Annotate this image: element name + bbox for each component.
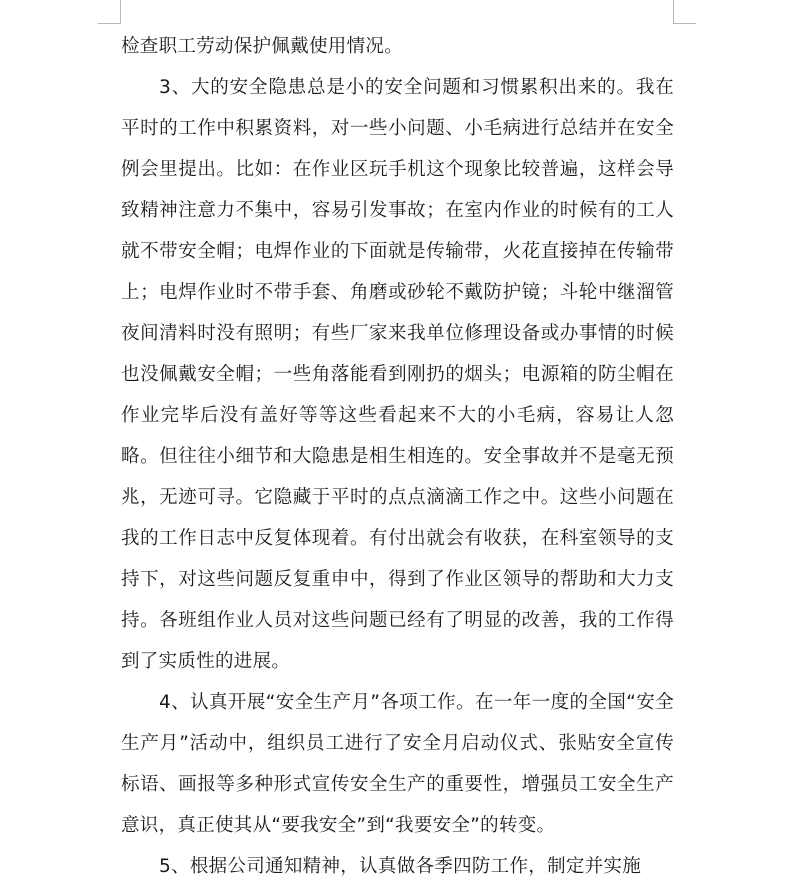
paragraph-item-3: 3、大的安全隐患总是小的安全问题和习惯累积出来的。我在平时的工作中积累资料，对一些小问题、小毛病进行总结并在安全例会里提出。比如：在作业区玩手机这个现象比较普遍，这样会导致精神注意力不集中，容易引发事故；在室内作业的时候有的工人就不带安全帽；电焊作业的下面就是传输带，火花直接掉在传输带上；电焊作业时不带手套、角磨或砂轮不戴防护镜；斗轮中继溜管夜间清料时没有照明；有些厂家来我单位修理设备或办事情的时候也没佩戴安全帽；一些角落能看到刚扔的烟头；电源箱的防尘帽在作业完毕后没有盖好等等这些看起来不大的小毛病，容易让人忽略。但往往小细节和大隐患是相生相连的。安全事故并不是毫无预兆，无迹可寻。它隐藏于平时的点点滴滴工作之中。这些小问题在我的工作日志中反复体现着。有付出就会有收获，在科室领导的支持下，对这些问题反复重申中，得到了作业区领导的帮助和大力支持。各班组作业人员对这些问题已经有了明显的改善，我的工作得到了实质性的进展。: [121, 77, 674, 672]
crop-mark-top-right-horizontal: [673, 23, 696, 24]
paragraph-continuation: 检查职工劳动保护佩戴使用情况。: [121, 36, 404, 57]
crop-mark-top-left-vertical: [120, 0, 121, 24]
paragraph-item-4: 4、认真开展“安全生产月”各项工作。在一年一度的全国“安全生产月”活动中，组织员工进行了安全月启动仪式、张贴安全宣传标语、画报等多种形式宣传安全生产的重要性，增强员工安全生产意识，真正使其从“要我安全”到“我要安全”的转变。: [121, 692, 674, 836]
paragraph-item-5: 5、根据公司通知精神，认真做各季四防工作，制定并实施: [159, 856, 642, 877]
crop-mark-top-left-horizontal: [98, 23, 121, 24]
crop-mark-top-right-vertical: [673, 0, 674, 24]
document-body: [121, 26, 674, 880]
